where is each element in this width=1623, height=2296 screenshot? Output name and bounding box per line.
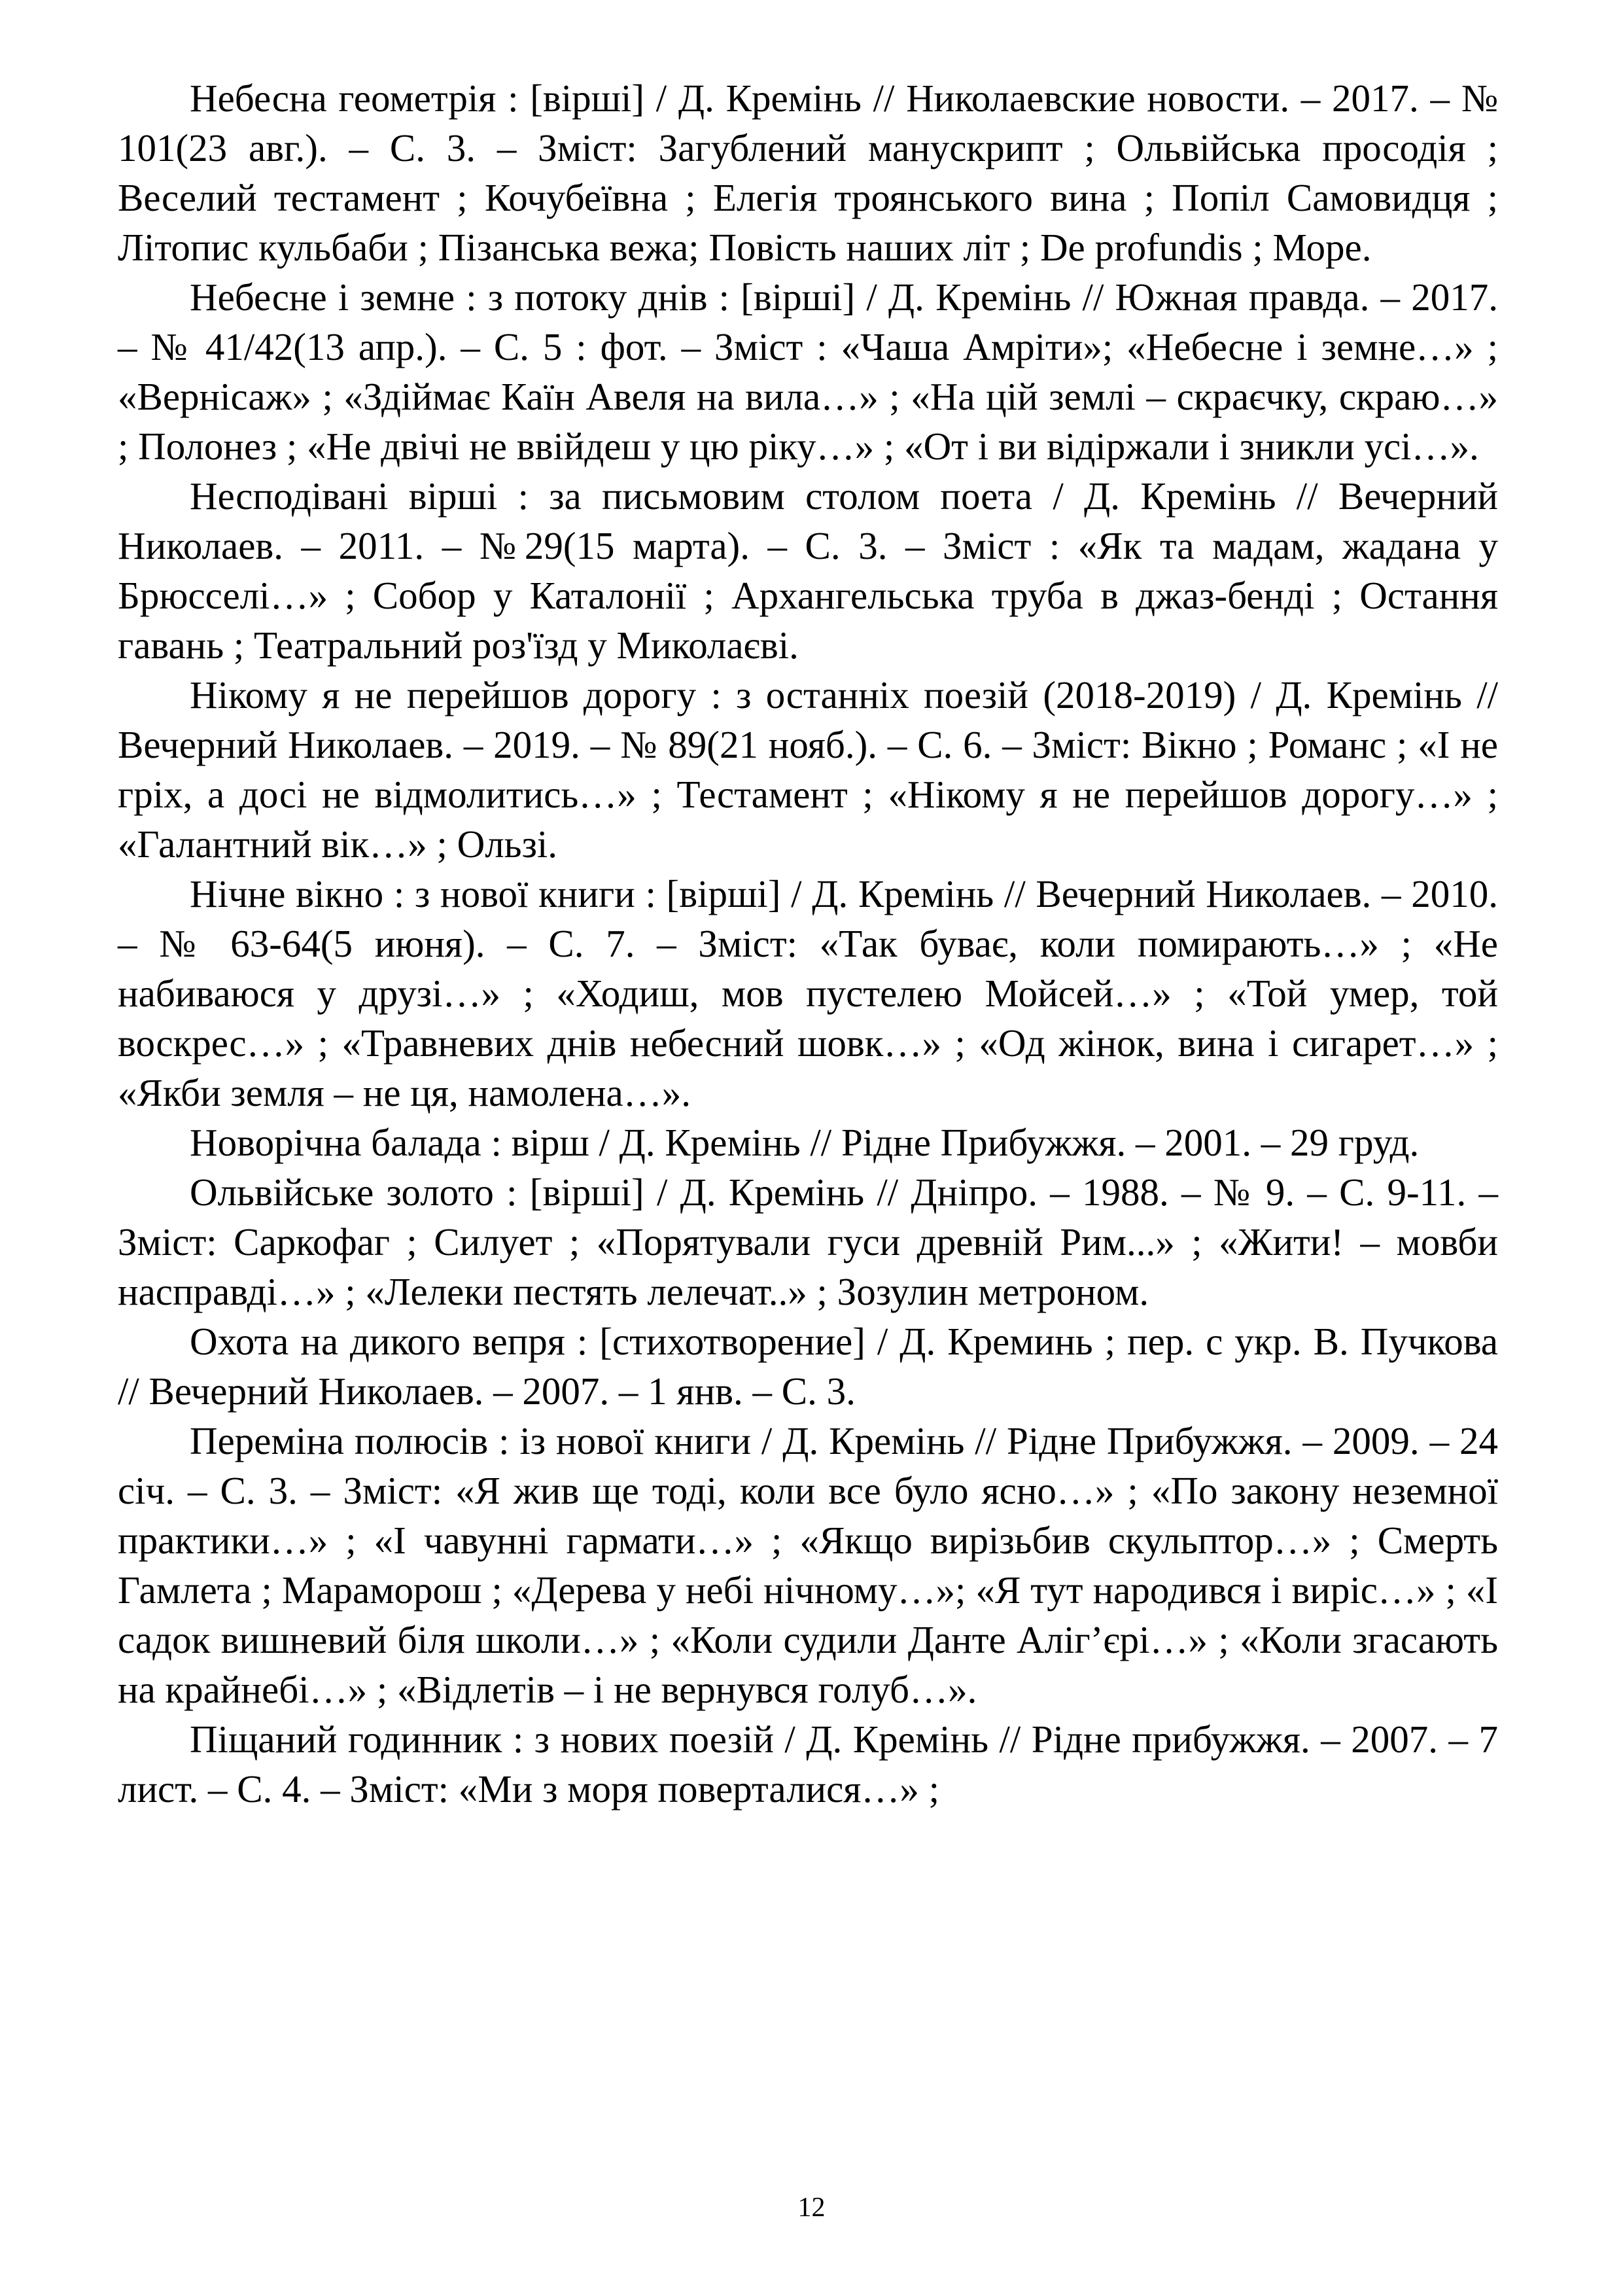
bibliography-list [118, 73, 1498, 1814]
bibliography-entry: Новорічна балада : вірш / Д. Кремінь // Рідне Прибужжя. – 2001. – 29 груд. [190, 1121, 1420, 1164]
bibliography-entry: Нікому я не перейшов дорогу : з останніх поезій (2018-2019) / Д. Кремінь // Вечерний Николаев. – 2019. – № 89(21 нояб.). – С. 6. – Зміст: Вікно ; Романс ; «І не гріх, а досі не відмолитись…» ; Тестамент ; «Нікому я не перейшов дорогу…» ; «Галантний вік…» ; Ользі. [118, 673, 1498, 866]
bibliography-entry: Несподівані вірші : за письмовим столом поета / Д. Кремінь // Вечерний Николаев. – 2011. – №29(15 марта). – С. 3. – Зміст : «Як та мадам, жадана у Брюсселі…» ; Собор у Каталонії ; Архангельська труба в джаз-бенді ; Остання гавань ; Театральний роз'їзд у Миколаєві. [118, 474, 1498, 667]
bibliography-entry: Переміна полюсів : із нової книги / Д. Кремінь // Рідне Прибужжя. – 2009. – 24 січ. – С. 3. – Зміст: «Я жив ще тоді, коли все було ясно…» ; «По закону неземної практики…» ; «І чавунні гармати…» ; «Якщо вирізьбив скульптор…» ; Смерть Гамлета ; Мараморош ; «Дерева у небі нічному…»; «Я тут народився і виріс…» ; «І садок вишневий біля школи…» ; «Коли судили Данте Аліг’єрі…» ; «Коли згасають на крайнебі…» ; «Відлетів – і не вернувся голуб…». [118, 1419, 1498, 1711]
bibliography-entry: Ольвійське золото : [вірші] / Д. Кремінь // Дніпро. – 1988. – № 9. – С. 9-11. – Зміст: Саркофаг ; Силует ; «Порятували гуси древній Рим...» ; «Жити! – мовби насправді…» ; «Лелеки пестять лелечат..» ; Зозулин метроном. [118, 1171, 1498, 1313]
page-number: 12 [797, 2193, 826, 2223]
bibliography-entry: Нічне вікно : з нової книги : [вірші] / Д. Кремінь // Вечерний Николаев. – 2010. – № 63-64(5 июня). – С. 7. – Зміст: «Так буває, коли помирають…» ; «Не набиваюся у друзі…» ; «Ходиш, мов пустелею Мойсей…» ; «Той умер, той воскрес…» ; «Травневих днів небесний шовк…» ; «Од жінок, вина і сигарет…» ; «Якби земля – не ця, намолена…». [118, 872, 1498, 1114]
bibliography-entry: Небесна геометрія : [вірші] / Д. Кремінь // Николаевские новости. – 2017. – № 101(23 авг.). – С. 3. – Зміст: Загублений манускрипт ; Ольвійська просодія ; Веселий тестамент ; Кочубеївна ; Елегія троянського вина ; Попіл Самовидця ; Літопис кульбаби ; Пізанська вежа; Повість наших літ ; De profundis ; Море. [118, 77, 1498, 269]
bibliography-entry: Охота на дикого вепря : [стихотворение] / Д. Креминь ; пер. с укр. В. Пучкова // Вечерний Николаев. – 2007. – 1 янв. – С. 3. [118, 1320, 1498, 1413]
bibliography-entry: Небесне і земне : з потоку днів : [вірші] / Д. Кремінь // Южная правда. – 2017. – № 41/42(13 апр.). – С. 5 : фот. – Зміст : «Чаша Амріти»; «Небесне і земне…» ; «Вернісаж» ; «Здіймає Каїн Авеля на вила…» ; «На цій землі – скраєчку, скраю…» ; Полонез ; «Не двічі не ввійдеш у цю ріку…» ; «От і ви відіржали і зникли усі…». [118, 275, 1498, 468]
bibliography-entry: Піщаний годинник : з нових поезій / Д. Кремінь // Рідне прибужжя. – 2007. – 7 лист. – С. 4. – Зміст: «Ми з моря поверталися…» ; [118, 1718, 1498, 1810]
